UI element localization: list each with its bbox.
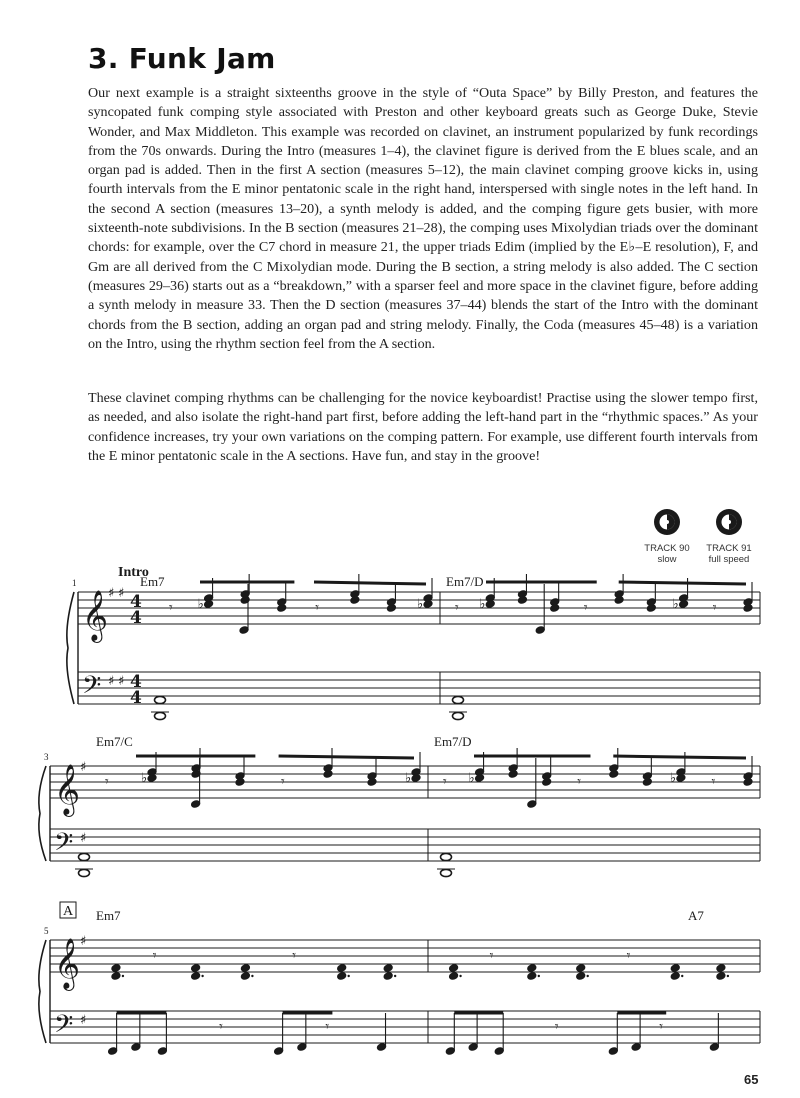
dot xyxy=(347,975,349,977)
eighth-rest: 𝄾 xyxy=(292,948,296,964)
dot xyxy=(681,975,683,977)
note-head xyxy=(191,972,201,981)
flat-sign: ♭ xyxy=(669,771,677,786)
dot xyxy=(459,975,461,977)
whole-note xyxy=(441,853,452,860)
measure-number: 5 xyxy=(44,926,49,936)
page-number: 65 xyxy=(744,1072,759,1087)
dot xyxy=(201,975,203,977)
dot xyxy=(727,975,729,977)
note-head xyxy=(527,964,537,973)
dot xyxy=(251,975,253,977)
chord-symbol: A7 xyxy=(688,908,704,923)
chord-symbol: Em7/C xyxy=(96,734,133,749)
eighth-rest: 𝄾 xyxy=(152,948,157,964)
note-head xyxy=(576,964,586,973)
eighth-rest: 𝄾 xyxy=(315,600,320,616)
flat-sign: ♭ xyxy=(197,597,204,612)
practice-paragraph: These clavinet comping rhythms can be challenging for the novice keyboardist! Practise using the slower tempo first, as needed, and also isolate the right-hand part first, before adding the left-hand part in the “rhythmic spaces.” As your confidence increases, try your own variations on the comping pattern. For example, use different fourth intervals from the E minor pentatonic scale in the A sections. Have fun, and stay in the groove! xyxy=(88,390,758,464)
note-beam xyxy=(619,582,746,584)
eighth-rest: 𝄾 xyxy=(169,600,173,616)
bass-clef: 𝄢 xyxy=(54,828,74,863)
eighth-rest: 𝄾 xyxy=(325,1019,330,1035)
treble-clef: 𝄞 xyxy=(82,590,109,641)
flat-sign: ♭ xyxy=(479,597,486,612)
treble-clef: 𝄞 xyxy=(54,938,81,989)
rehearsal-mark: A xyxy=(63,904,74,919)
dot xyxy=(538,975,540,977)
time-signature-top: 4 xyxy=(130,592,142,612)
key-sharp: ♯ xyxy=(108,674,115,689)
note-beam xyxy=(613,756,746,758)
track-speed: full speed xyxy=(708,554,750,565)
time-signature-top: 4 xyxy=(130,672,142,692)
eighth-rest: 𝄾 xyxy=(712,600,717,616)
note-head xyxy=(337,964,347,973)
time-signature-bottom: 4 xyxy=(130,688,142,708)
note-head xyxy=(716,972,726,981)
chord-symbol: Em7/D xyxy=(434,734,472,749)
note-head xyxy=(111,964,121,973)
key-sharp: ♯ xyxy=(108,586,115,601)
track-speed: slow xyxy=(657,554,677,565)
note-head xyxy=(670,972,680,981)
eighth-rest: 𝄾 xyxy=(583,600,588,616)
whole-note xyxy=(453,696,464,703)
eighth-rest: 𝄾 xyxy=(105,774,109,790)
key-sharp: ♯ xyxy=(118,586,125,601)
note-head xyxy=(111,972,121,981)
flat-sign: ♭ xyxy=(405,771,412,786)
eighth-rest: 𝄾 xyxy=(489,948,494,964)
track-number: TRACK 90 xyxy=(644,543,690,554)
note-head xyxy=(240,972,250,981)
treble-clef: 𝄞 xyxy=(54,764,81,815)
staff-brace xyxy=(39,940,46,1043)
whole-note xyxy=(441,869,452,876)
staff-brace xyxy=(39,766,46,861)
note-head xyxy=(383,964,393,973)
flat-sign: ♭ xyxy=(672,597,679,612)
note-head xyxy=(337,972,347,981)
note-head xyxy=(191,964,201,973)
bass-clef: 𝄢 xyxy=(54,1010,74,1045)
whole-note xyxy=(155,712,166,719)
measure-number: 1 xyxy=(72,578,77,588)
key-sharp: ♯ xyxy=(80,760,87,775)
flat-sign: ♭ xyxy=(141,771,148,786)
note-head xyxy=(383,972,393,981)
eighth-rest: 𝄾 xyxy=(626,948,631,964)
note-beam xyxy=(314,582,426,584)
note-head xyxy=(449,964,459,973)
dot xyxy=(587,975,589,977)
eighth-rest: 𝄾 xyxy=(455,600,459,616)
flat-sign: ♭ xyxy=(468,771,475,786)
track-number: TRACK 91 xyxy=(706,543,752,554)
note-head xyxy=(449,972,459,981)
note-head xyxy=(527,972,537,981)
eighth-rest: 𝄾 xyxy=(659,1019,663,1035)
key-sharp: ♯ xyxy=(80,831,87,846)
section-label: Intro xyxy=(118,565,149,580)
note-beam xyxy=(279,756,414,758)
whole-note xyxy=(155,696,166,703)
page-title: 3. Funk Jam xyxy=(88,42,276,75)
eighth-rest: 𝄾 xyxy=(219,1019,223,1035)
measure-number: 3 xyxy=(44,752,49,762)
key-sharp: ♯ xyxy=(118,674,125,689)
note-head xyxy=(240,964,250,973)
eighth-rest: 𝄾 xyxy=(577,774,581,790)
bass-clef: 𝄢 xyxy=(82,671,102,706)
chord-symbol: Em7 xyxy=(96,908,121,923)
chord-symbol: Em7 xyxy=(140,574,165,589)
staff-brace xyxy=(67,592,74,704)
whole-note xyxy=(79,853,90,860)
intro-paragraph: Our next example is a straight sixteenths groove in the style of “Outa Space” by Billy Preston, and features the syncopated funk comping style associated with Preston and other keyboard greats such as George Duke, Stevie Wonder, and Max Middleton. This example was recorded on clavinet, an instrument popularized by funk recordings from the 70s onwards. During the Intro (measures 1–4), the clavinet figure is derived from the E blues scale, and an organ pad is added. Then in the first A section (measures 5–12), the main clavinet comping groove kicks in, using fourth intervals from the E minor pentatonic scale in the right hand, interspersed with single notes in the left hand. In the second A section (measures 13–20), a synth melody is added, and the comping figure gets busier, with more sixteenth-note subdivisions. In the B section (measures 21–28), the comping uses Mixolydian triads over the dominant chords: for example, over the C7 chord in measure 21, the upper triads Edim (implied by the E♭–E resolution), F, and Gm are all derived from the C Mixolydian mode. During the B section, a string melody is also added. The C section (measures 29–36) starts out as a “breakdown,” with a sparser feel and more space in the clavinet figure, before adding a synth melody in measure 33. Then the D section (measures 37–44) blends the start of the Intro with the dominant chords from the B section, adding an organ pad and string melody. Finally, the Coda (measures 45–48) is a variation on the Intro, using the rhythm section feel from the A section. xyxy=(88,85,758,352)
flat-sign: ♭ xyxy=(417,597,424,612)
dot xyxy=(394,975,396,977)
time-signature-bottom: 4 xyxy=(130,608,142,628)
dot xyxy=(122,975,124,977)
key-sharp: ♯ xyxy=(80,934,87,949)
note-head xyxy=(576,972,586,981)
note-head xyxy=(670,964,680,973)
whole-note xyxy=(79,869,90,876)
eighth-rest: 𝄾 xyxy=(554,1019,559,1035)
eighth-rest: 𝄾 xyxy=(443,774,447,790)
key-sharp: ♯ xyxy=(80,1013,87,1028)
eighth-rest: 𝄾 xyxy=(711,774,716,790)
whole-note xyxy=(453,712,464,719)
note-head xyxy=(716,964,726,973)
eighth-rest: 𝄾 xyxy=(281,774,285,790)
chord-symbol: Em7/D xyxy=(446,574,484,589)
